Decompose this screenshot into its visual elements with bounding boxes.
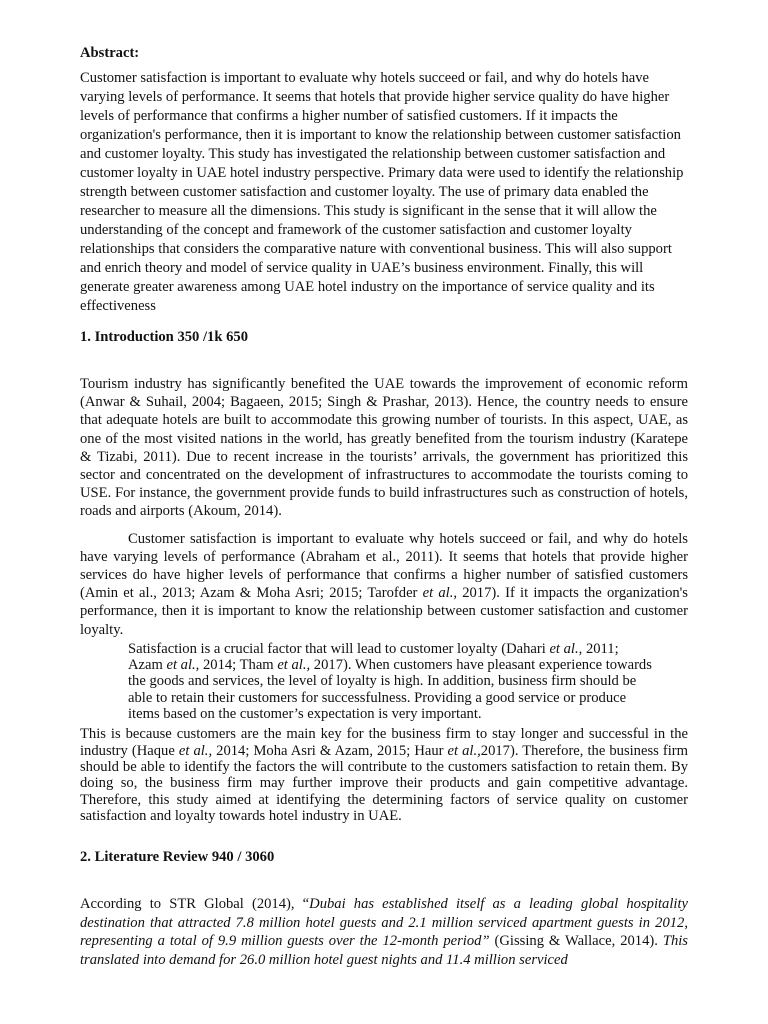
document-page bbox=[80, 44, 688, 969]
lit-p1-quote: Dubai has established itself as a leading global hospitality destination that attracted 7.8 million hotel guests and 2.1 million serviced apartment guests in 2012, representing a total of 9.9 million guests over the 12-month period” bbox=[80, 896, 688, 950]
introduction-heading: 1. Introduction 350 /1k 650 bbox=[80, 329, 248, 345]
intro-p3-etal-1: et al., bbox=[178, 742, 213, 759]
quote-text-d: 2017). When customers have pleasant experience towards the goods and services, the level of loyalty is high. In addition, business firm should be able to retain their customers for successfulness. Providing a good service or produce items based on the customer’s expectation is very important. bbox=[128, 657, 652, 723]
quote-etal-3: et al., bbox=[277, 657, 311, 674]
lit-p1-text-c: This translated into demand for 26.0 million hotel guest nights and 11.4 million serviced bbox=[80, 933, 688, 968]
lit-p1-text-b: (Gissing & Wallace, 2014). bbox=[489, 933, 663, 950]
intro-p3-text-c: 2017). Therefore, the business firm should be able to identify the factors the will contribute to the customers satisfaction to retain them. By doing so, the business firm may further improve their products and gain competitive advantage. Therefore, this study aimed at identifying the determining factors of service quality on customer satisfaction and loyalty towards hotel industry in UAE. bbox=[80, 742, 688, 824]
quote-etal-1: et al., bbox=[549, 640, 583, 657]
intro-paragraph-2 bbox=[80, 530, 688, 639]
intro-p3-text-b: 2014; Moha Asri & Azam, 2015; Haur bbox=[212, 742, 448, 759]
intro-paragraph-1: Tourism industry has significantly benefited the UAE towards the improvement of economic reform (Anwar & Suhail, 2004; Bagaeen, 2015; Singh & Prashar, 2013). Hence, the country needs to ensure that adequate hotels are built to accommodate this growing number of tourists. In this aspect, UAE, as one of the most visited nations in the world, has greatly benefited from the tourism industry (Karatepe & Tizabi, 2011). Due to recent increase in the tourists’ arrivals, the government has prioritized this sector and concentrated on the development of infrastructures to accommodate the tourists coming to USE. For instance, the government provide funds to build infrastructures such as construction of hotels, roads and airports (Akoum, 2014). bbox=[80, 376, 688, 520]
indented-quote bbox=[128, 641, 654, 722]
intro-p3-etal-2: et al., bbox=[447, 742, 481, 759]
quote-text-c: 2014; Tham bbox=[199, 657, 278, 674]
literature-review-heading: 2. Literature Review 940 / 3060 bbox=[80, 849, 275, 866]
intro-p2-text-a: Customer satisfaction is important to evaluate why hotels succeed or fail, and why do hotels have varying levels of performance (Abraham et al., 2011). It seems that hotels that provide higher services do have higher levels of performance that confirms a higher number of satisfied customers (Amin et al., 2013; Azam & Moha Asri; 2015; Tarofder bbox=[80, 530, 688, 602]
intro-p2-text-b: 2017). If it impacts the organization's performance, then it is important to know the relationship between customer satisfaction and customer loyalty. bbox=[80, 585, 688, 638]
quote-text-b: 2011; Azam bbox=[128, 640, 619, 674]
lit-p1-text-a: According to STR Global (2014), “ bbox=[80, 896, 310, 913]
literature-paragraph-1 bbox=[80, 895, 688, 969]
quote-etal-2: et al., bbox=[166, 657, 200, 674]
abstract-body: Customer satisfaction is important to evaluate why hotels succeed or fail, and why do hotels have varying levels of performance. It seems that hotels that provide higher service quality do have higher levels of performance that confirms a higher number of satisfied customers. If it impacts the organization's performance, then it is important to know the relationship between customer satisfaction and customer loyalty. This study has investigated the relationship between customer satisfaction and customer loyalty in UAE hotel industry perspective. Primary data were used to identify the relationship strength between customer satisfaction and customer loyalty. The use of primary data enabled the researcher to measure all the dimensions. This study is significant in the sense that it will allow the understanding of the concept and framework of the customer satisfaction and customer loyalty relationships that considers the comparative nature with conventional business. This will also support and enrich theory and model of service quality in UAE’s business environment. Finally, this will generate greater awareness among UAE hotel industry on the importance of service quality and its effectiveness bbox=[80, 70, 684, 314]
intro-p3-text-a: This is because customers are the main key for the business firm to stay longer and successful in the industry (Haque bbox=[80, 726, 688, 759]
intro-p2-etal: et al., bbox=[422, 585, 457, 602]
quote-text-a: Satisfaction is a crucial factor that will lead to customer loyalty (Dahari bbox=[128, 640, 550, 657]
abstract-title: Abstract: bbox=[80, 45, 140, 61]
intro-paragraph-3 bbox=[80, 726, 688, 824]
